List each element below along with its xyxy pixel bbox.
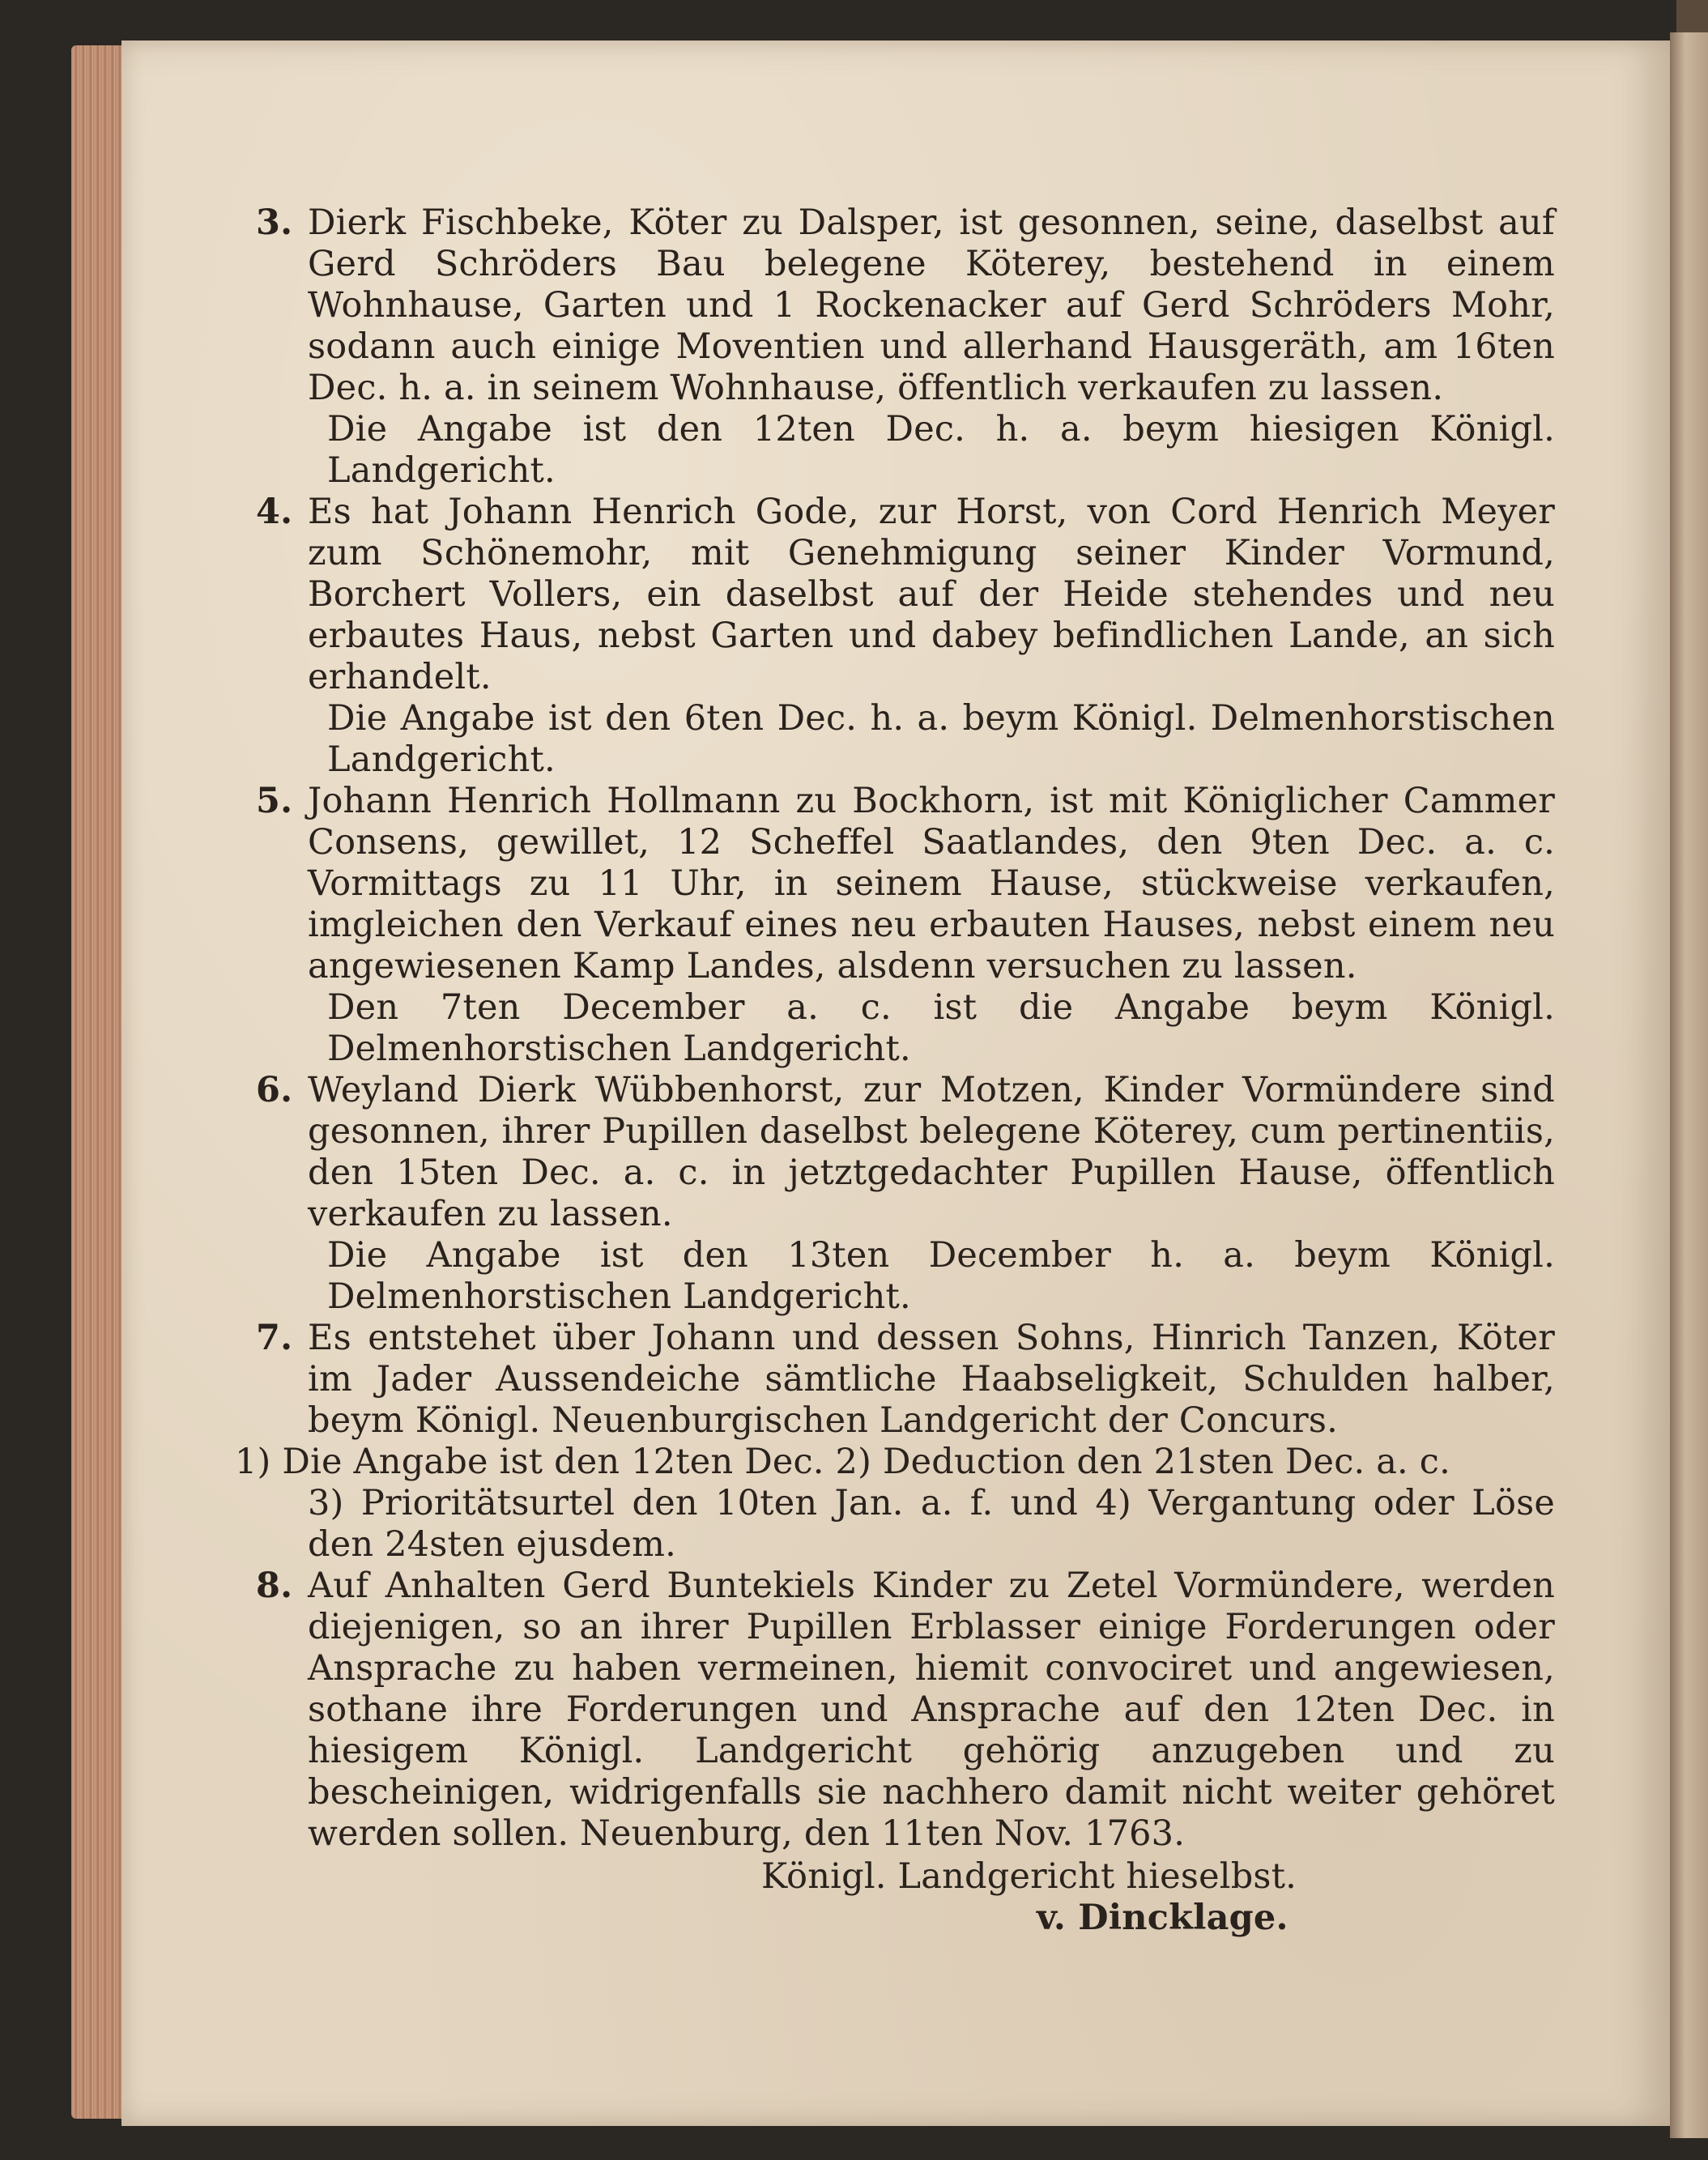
steps-line-2: 3) Prioritätsurtel den 10ten Jan. a. f. und 4) Vergantung oder Löse den 24sten ejusdem. [308,1483,1555,1565]
signature-block [308,1856,1555,1939]
steps-line-1: 1) Die Angabe ist den 12ten Dec. 2) Deduction den 21sten Dec. a. c. [235,1442,1450,1482]
book-gutter [1670,32,1708,2138]
entry-text: Auf Anhalten Gerd Buntekiels Kinder zu Zetel Vormündere, werden diejenigen, so an ihrer Pupillen Erblasser einige Forderungen oder Ansprache zu haben vermeinen, hiemit convociret und angewiesen, sothane ihre Forderungen und Ansprache auf den 12ten Dec. in hiesigem Königl. Landgericht gehörig anzugeben und zu bescheinigen, widrigenfalls sie nachhero damit nicht weiter gehöret werden sollen. Neuenburg, den 11ten Nov. 1763. [308,1566,1555,1854]
notice-entry-6 [256,1070,1555,1235]
notice-entry-8 [256,1566,1555,1855]
signature-name: v. Dincklage. [1037,1898,1288,1938]
notice-entry-5 [256,781,1555,987]
entry-number: 7. [256,1318,293,1358]
entry-note: Die Angabe ist den 12ten Dec. h. a. beym hiesigen Königl. Landgericht. [327,409,1555,491]
entry-note: Die Angabe ist den 13ten December h. a. beym Königl. Delmenhorstischen Landgericht. [327,1235,1555,1317]
notice-entry-7 [256,1318,1555,1442]
entry-number: 3. [256,202,293,243]
entry-number: 4. [256,492,293,532]
entry-number: 5. [256,781,293,821]
notice-entry-3 [256,202,1555,409]
entry-text: Dierk Fischbeke, Köter zu Dalsper, ist gesonnen, seine, daselbst auf Gerd Schröders Bau belegene Köterey, bestehend in einem Wohnhause, Garten und 1 Rockenacker auf Gerd Schröders Mohr, sodann auch einige Moventien und allerhand Hausgeräth, am 16ten Dec. h. a. in seinem Wohnhause, öffentlich verkaufen zu lassen. [308,202,1555,408]
notice-entry-4 [256,492,1555,698]
entry-note: Die Angabe ist den 6ten Dec. h. a. beym Königl. Delmenhorstischen Landgericht. [327,698,1555,780]
entry-text: Es hat Johann Henrich Gode, zur Horst, von Cord Henrich Meyer zum Schönemohr, mit Genehmigung seiner Kinder Vormund, Borchert Vollers, ein daselbst auf der Heide stehendes und neu erbautes Haus, nebst Garten und dabey befindlichen Lande, an sich erhandelt. [308,492,1555,697]
entry-note: Den 7ten December a. c. ist die Angabe beym Königl. Delmenhorstischen Landgericht. [327,987,1555,1069]
entry-text: Johann Henrich Hollmann zu Bockhorn, ist mit Königlicher Cammer Consens, gewillet, 12 Scheffel Saatlandes, den 9ten Dec. a. c. Vormittags zu 11 Uhr, in seinem Hause, stückweise verkaufen, imgleichen den Verkauf eines neu erbauten Hauses, nebst einem neu angewiesenen Kamp Landes, alsdenn versuchen zu lassen. [308,781,1555,986]
entry-text: Weyland Dierk Wübbenhorst, zur Motzen, Kinder Vormündere sind gesonnen, ihrer Pupillen daselbst belegene Köterey, cum pertinentiis, den 15ten Dec. a. c. in jetztgedachter Pupillen Hause, öffentlich verkaufen zu lassen. [308,1070,1555,1234]
notice-text-block [235,202,1555,1939]
signature-office: Königl. Landgericht hieselbst. [761,1856,1297,1897]
entry-number: 8. [256,1566,293,1606]
entry-text: Es entstehet über Johann und dessen Sohns, Hinrich Tanzen, Köter im Jader Aussendeiche sämtliche Haabseligkeit, Schulden halber, beym Königl. Neuenburgischen Landgericht der Concurs. [308,1318,1555,1441]
entry-steps [235,1442,1555,1566]
entry-number: 6. [256,1070,293,1110]
